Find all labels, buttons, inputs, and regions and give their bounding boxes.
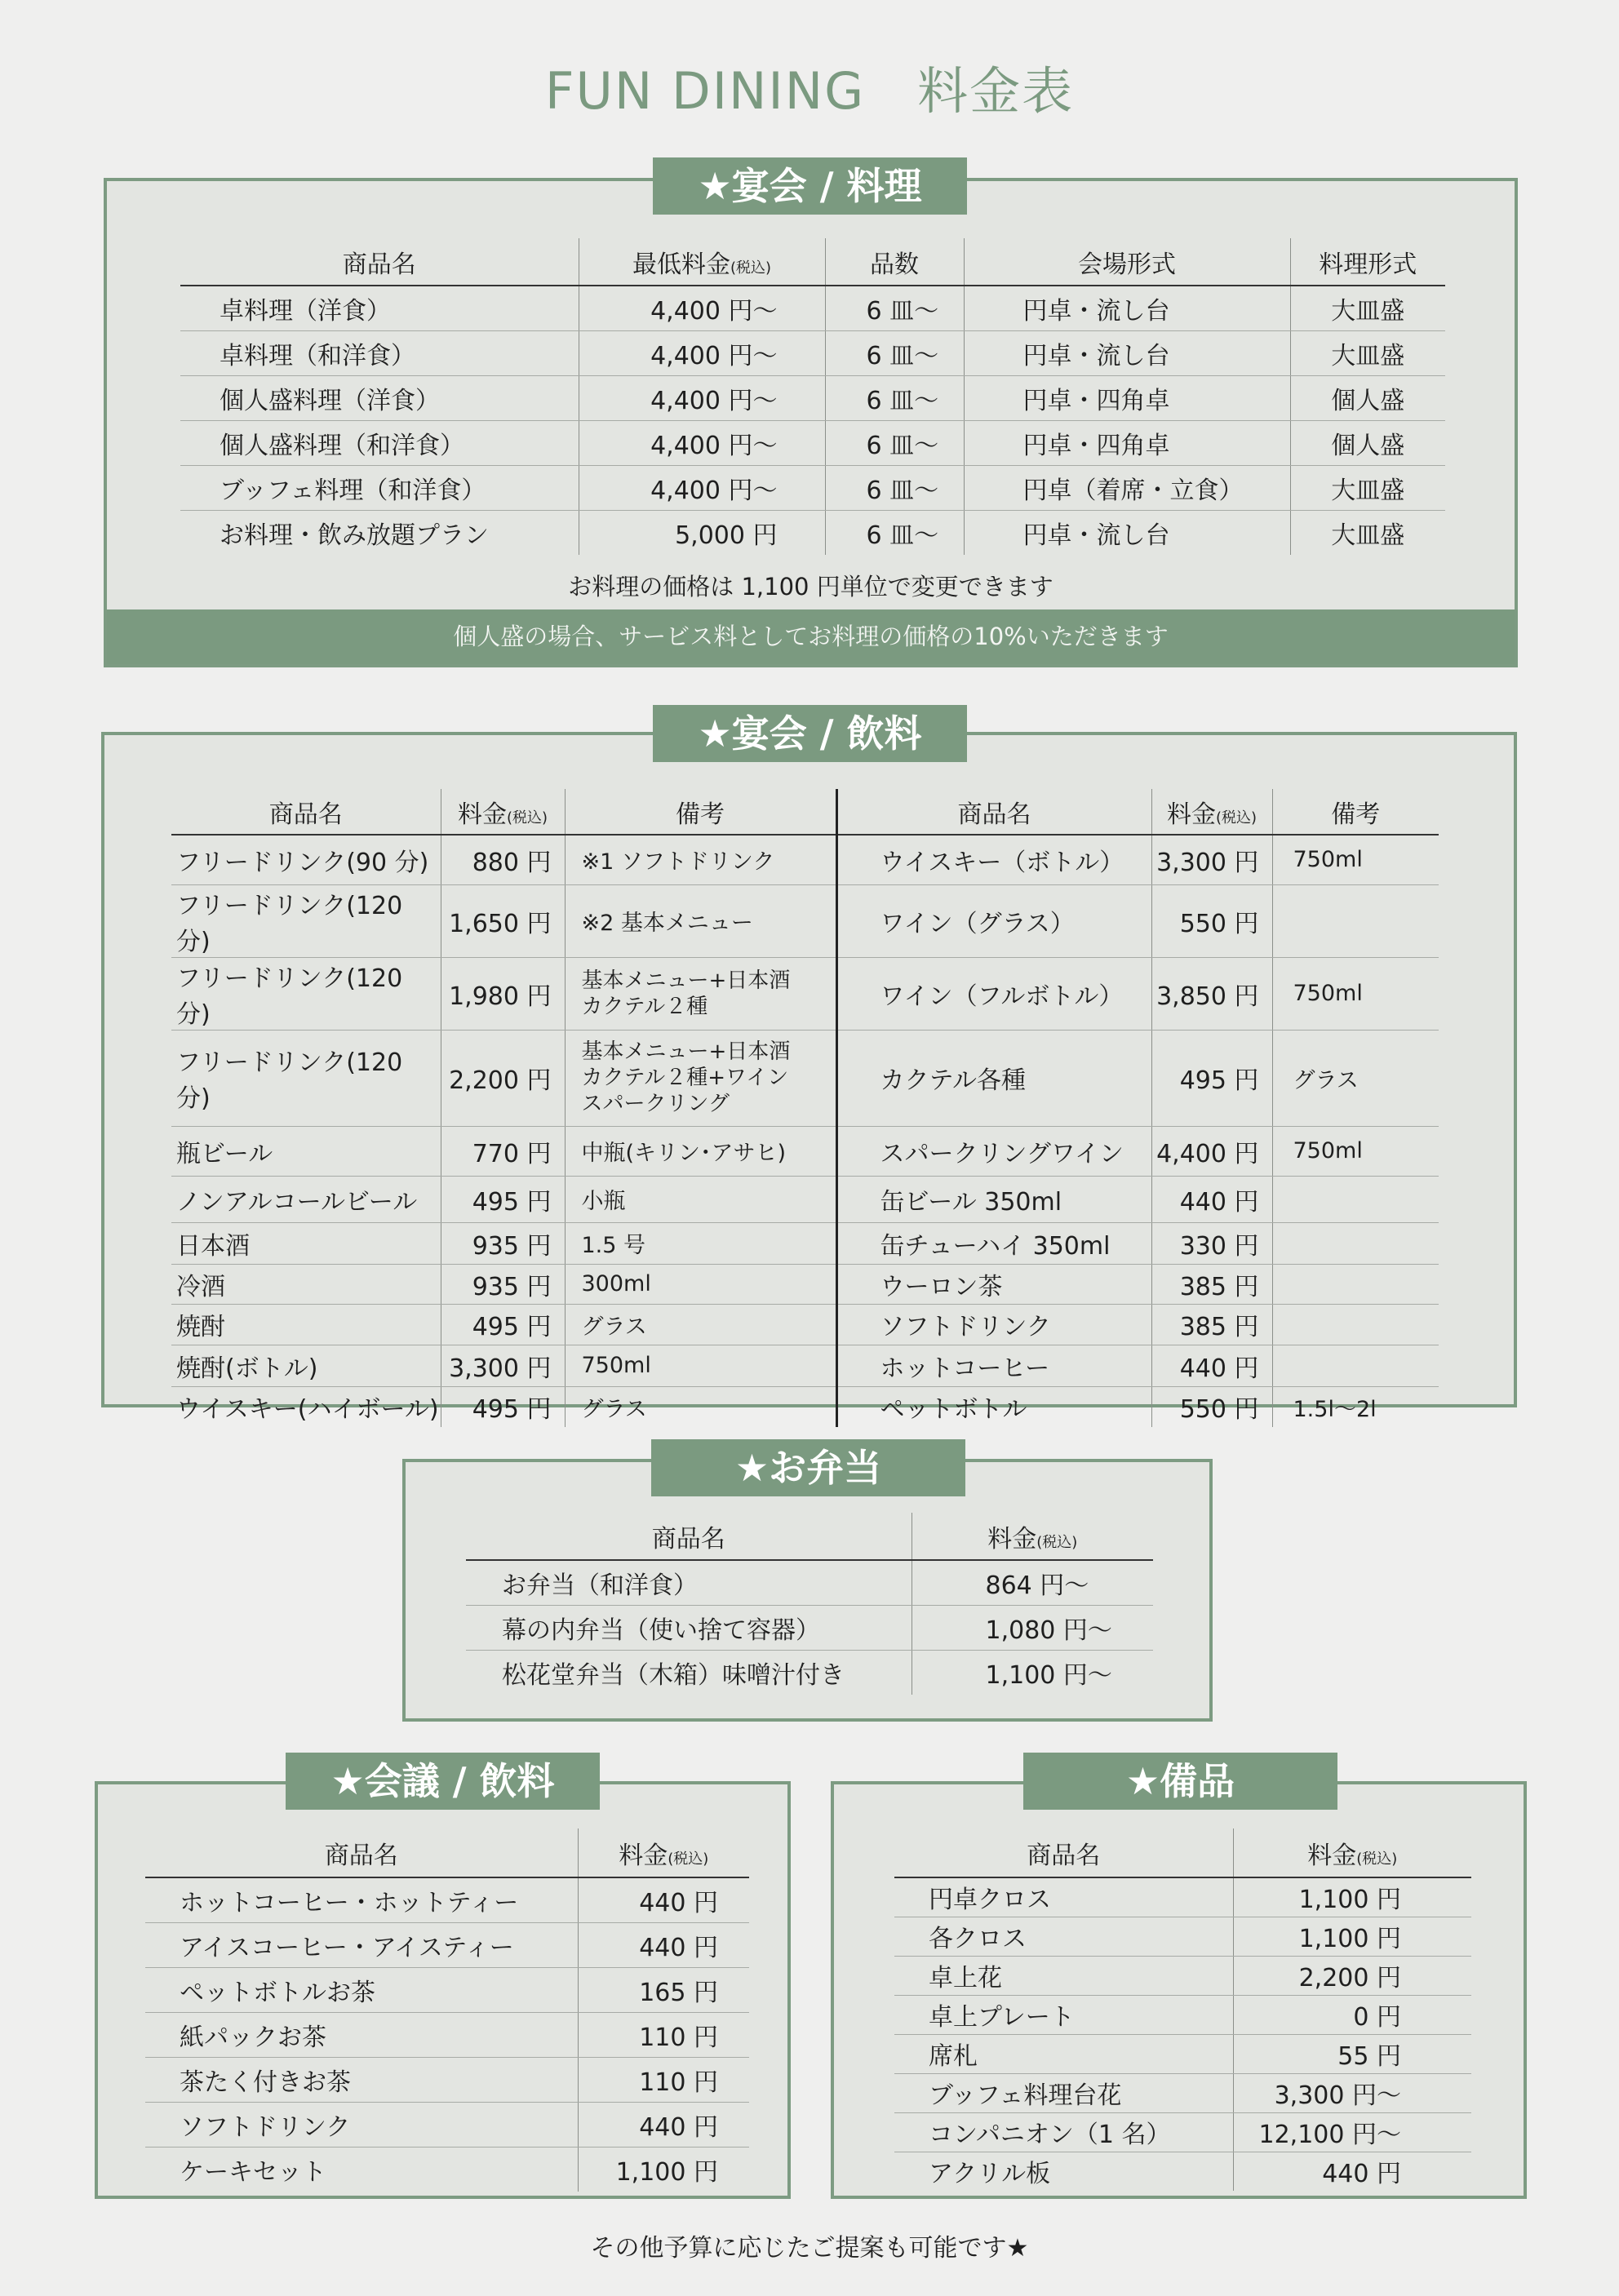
drink-name: ウイスキー（ボトル）: [836, 835, 1151, 884]
drink-price: 385 円: [1151, 1264, 1272, 1304]
header-name-right: 商品名: [836, 789, 1151, 835]
header-name: 商品名: [180, 238, 579, 286]
drink-name: 焼酎(ボトル): [171, 1345, 441, 1386]
item-price: 3,300 円～: [1233, 2073, 1471, 2112]
table-row: [171, 1176, 1439, 1222]
item-price: 110 円: [578, 2057, 749, 2102]
table-row: [145, 1877, 749, 1922]
item-name: 卓料理（洋食）: [180, 286, 579, 330]
item-venue: 円卓（着席・立食）: [964, 465, 1290, 510]
banquet-drinks-section: [101, 732, 1517, 1425]
drink-price: 440 円: [1151, 1176, 1272, 1222]
drink-name: 日本酒: [171, 1222, 441, 1264]
drink-price: 495 円: [441, 1386, 565, 1427]
equipment-section: [831, 1781, 1527, 2199]
drink-remark: [1272, 1222, 1439, 1264]
table-row: [171, 1264, 1439, 1304]
table-row: [171, 1345, 1439, 1386]
footer-note: その他予算に応じたご提案も可能です★: [590, 2234, 1029, 2263]
table-row: [180, 420, 1445, 465]
drink-name: ワイン（グラス）: [836, 884, 1151, 957]
drink-price: 1,980 円: [441, 957, 565, 1030]
drink-price: 550 円: [1151, 884, 1272, 957]
drink-price: 935 円: [441, 1222, 565, 1264]
service-charge-note: 個人盛の場合、サービス料としてお料理の価格の10%いただきます: [107, 609, 1515, 664]
drink-name: ウーロン茶: [836, 1264, 1151, 1304]
drink-remark: 750ml: [1272, 957, 1439, 1030]
table-row: [466, 1560, 1153, 1605]
table-row: [171, 957, 1439, 1030]
tab-equipment: ★備品: [1023, 1753, 1337, 1810]
item-name: 各クロス: [894, 1917, 1233, 1956]
header-count: 品数: [825, 238, 964, 286]
drink-name: 缶チューハイ 350ml: [836, 1222, 1151, 1264]
banquet-food-section: [104, 178, 1518, 667]
drink-name: ホットコーヒー: [836, 1345, 1151, 1386]
drink-remark: グラス: [565, 1386, 836, 1427]
item-style: 大皿盛: [1290, 330, 1445, 375]
drink-price: 495 円: [441, 1176, 565, 1222]
tab-banquet-food: ★宴会 / 料理: [653, 157, 967, 215]
drink-remark: 中瓶(キリン･アサヒ): [565, 1126, 836, 1176]
item-price: 1,100 円: [1233, 1917, 1471, 1956]
item-name: ソフトドリンク: [145, 2102, 578, 2147]
tab-bento: ★お弁当: [651, 1439, 965, 1496]
item-name: 個人盛料理（和洋食）: [180, 420, 579, 465]
bento-header-name: 商品名: [466, 1513, 912, 1560]
table-row: [894, 1877, 1471, 1917]
table-row: [894, 1917, 1471, 1956]
item-price: 4,400 円～: [579, 330, 825, 375]
drink-remark: 750ml: [565, 1345, 836, 1386]
table-row: [180, 375, 1445, 420]
drink-name: ワイン（フルボトル）: [836, 957, 1151, 1030]
table-row: [894, 1995, 1471, 2034]
item-name: ブッフェ料理台花: [894, 2073, 1233, 2112]
drink-price: 880 円: [441, 835, 565, 884]
item-count: 6 皿～: [825, 420, 964, 465]
table-row: [171, 1304, 1439, 1345]
item-name: ペットボトルお茶: [145, 1967, 578, 2012]
drink-remark: ※1 ソフトドリンク: [565, 835, 836, 884]
table-row: [180, 465, 1445, 510]
drink-price: 2,200 円: [441, 1030, 565, 1126]
item-price: 4,400 円～: [579, 465, 825, 510]
item-name: 卓上花: [894, 1956, 1233, 1995]
item-count: 6 皿～: [825, 510, 964, 555]
item-venue: 円卓・流し台: [964, 510, 1290, 555]
table-row: [894, 2152, 1471, 2191]
table-row: [171, 884, 1439, 957]
bento-section: [402, 1459, 1213, 1722]
table-row: [894, 2073, 1471, 2112]
drink-remark: 小瓶: [565, 1176, 836, 1222]
header-remark-right: 備考: [1272, 789, 1439, 835]
item-price: 1,080 円～: [912, 1605, 1153, 1650]
table-row: [180, 330, 1445, 375]
table-row: [466, 1605, 1153, 1650]
meeting-drinks-table: [145, 1828, 749, 2192]
table-row: [145, 2102, 749, 2147]
drink-remark: 750ml: [1272, 1126, 1439, 1176]
drink-name: ノンアルコールビール: [171, 1176, 441, 1222]
drink-price: 495 円: [1151, 1030, 1272, 1126]
item-venue: 円卓・四角卓: [964, 375, 1290, 420]
drink-price: 385 円: [1151, 1304, 1272, 1345]
item-price: 12,100 円～: [1233, 2112, 1471, 2152]
table-row: [171, 1126, 1439, 1176]
equipment-header-price: 料金(税込): [1233, 1828, 1471, 1877]
drink-price: 3,300 円: [1151, 835, 1272, 884]
drink-name: フリードリンク(120 分): [171, 1030, 441, 1126]
item-style: 大皿盛: [1290, 465, 1445, 510]
drink-name: カクテル各種: [836, 1030, 1151, 1126]
item-name: 個人盛料理（洋食）: [180, 375, 579, 420]
equipment-header-name: 商品名: [894, 1828, 1233, 1877]
drink-name: ペットボトル: [836, 1386, 1151, 1427]
table-row: [180, 510, 1445, 555]
item-price: 1,100 円～: [912, 1650, 1153, 1695]
table-row: [894, 1956, 1471, 1995]
banquet-food-table: [180, 238, 1445, 555]
drink-price: 1,650 円: [441, 884, 565, 957]
banquet-drinks-table: [171, 789, 1439, 1427]
meeting-header-name: 商品名: [145, 1828, 578, 1877]
drink-remark: グラス: [565, 1304, 836, 1345]
item-name: 幕の内弁当（使い捨て容器）: [466, 1605, 912, 1650]
bento-header-price: 料金(税込): [912, 1513, 1153, 1560]
bento-table: [466, 1513, 1153, 1695]
item-count: 6 皿～: [825, 465, 964, 510]
tab-meeting-drinks: ★会議 / 飲料: [286, 1753, 600, 1810]
drink-name: フリードリンク(120 分): [171, 884, 441, 957]
table-row: [145, 2012, 749, 2057]
table-row: [171, 1222, 1439, 1264]
header-remark-left: 備考: [565, 789, 836, 835]
item-name: アイスコーヒー・アイスティー: [145, 1922, 578, 1967]
drink-price: 330 円: [1151, 1222, 1272, 1264]
table-row: [145, 2057, 749, 2102]
item-price: 1,100 円: [1233, 1877, 1471, 1917]
drink-remark: 基本メニュー+日本酒 カクテル２種+ワイン スパークリング: [565, 1030, 836, 1126]
item-name: お弁当（和洋食）: [466, 1560, 912, 1605]
table-row: [171, 835, 1439, 884]
item-price: 4,400 円～: [579, 420, 825, 465]
item-style: 個人盛: [1290, 375, 1445, 420]
item-name: ホットコーヒー・ホットティー: [145, 1877, 578, 1922]
item-name: 卓上プレート: [894, 1995, 1233, 2034]
item-style: 大皿盛: [1290, 286, 1445, 330]
item-name: アクリル板: [929, 2160, 1051, 2189]
drink-remark: [1272, 884, 1439, 957]
drink-price: 935 円: [441, 1264, 565, 1304]
item-name: 円卓クロス: [894, 1877, 1233, 1917]
item-price: 1,100 円: [578, 2147, 749, 2192]
drink-remark: 1.5 号: [565, 1222, 836, 1264]
drink-remark: [1272, 1345, 1439, 1386]
drink-price: 3,850 円: [1151, 957, 1272, 1030]
table-row: [466, 1650, 1153, 1695]
item-price: 5,000 円: [579, 510, 825, 555]
drink-name: フリードリンク(90 分): [171, 835, 441, 884]
item-price: 4,400 円～: [579, 375, 825, 420]
meeting-header-price: 料金(税込): [578, 1828, 749, 1877]
drink-price: 770 円: [441, 1126, 565, 1176]
item-price: 440 円: [578, 1922, 749, 1967]
table-row: [894, 2112, 1471, 2152]
drink-name: ウイスキー(ハイボール): [176, 1395, 439, 1425]
item-name: 卓料理（和洋食）: [180, 330, 579, 375]
drink-name: スパークリングワイン: [836, 1126, 1151, 1176]
item-name: 松花堂弁当（木箱）味噌汁付き: [502, 1660, 845, 1690]
table-row: [145, 2147, 749, 2192]
table-row: [894, 2034, 1471, 2073]
item-name: ブッフェ料理（和洋食）: [180, 465, 579, 510]
table-row: [145, 1967, 749, 2012]
item-price: 864 円～: [912, 1560, 1153, 1605]
item-name: 茶たく付きお茶: [145, 2057, 578, 2102]
table-row: [145, 1922, 749, 1967]
drink-remark: グラス: [1272, 1030, 1439, 1126]
item-venue: 円卓・四角卓: [964, 420, 1290, 465]
drink-name: 缶ビール 350ml: [836, 1176, 1151, 1222]
item-price: 4,400 円～: [579, 286, 825, 330]
header-name-left: 商品名: [171, 789, 441, 835]
drink-name: 冷酒: [171, 1264, 441, 1304]
header-price-left: 料金(税込): [441, 789, 565, 835]
item-name: 席札: [894, 2034, 1233, 2073]
drink-price: 495 円: [441, 1304, 565, 1345]
header-style: 料理形式: [1290, 238, 1445, 286]
header-min-price: 最低料金(税込): [579, 238, 825, 286]
item-venue: 円卓・流し台: [964, 286, 1290, 330]
drink-price: 3,300 円: [441, 1345, 565, 1386]
item-style: 大皿盛: [1290, 510, 1445, 555]
equipment-table: [894, 1828, 1471, 2191]
drink-price: 550 円: [1151, 1386, 1272, 1427]
item-price: 440 円: [1233, 2152, 1471, 2191]
header-price-right: 料金(税込): [1151, 789, 1272, 835]
item-price: 55 円: [1233, 2034, 1471, 2073]
item-name: 紙パックお茶: [145, 2012, 578, 2057]
item-price: 2,200 円: [1233, 1956, 1471, 1995]
drink-name: ソフトドリンク: [836, 1304, 1151, 1345]
header-venue: 会場形式: [964, 238, 1290, 286]
item-name: お料理・飲み放題プラン: [220, 521, 489, 550]
drink-name: フリードリンク(120 分): [171, 957, 441, 1030]
item-count: 6 皿～: [825, 330, 964, 375]
drink-remark: [1272, 1304, 1439, 1345]
item-price: 0 円: [1233, 1995, 1471, 2034]
drink-price: 4,400 円: [1151, 1126, 1272, 1176]
item-price: 110 円: [578, 2012, 749, 2057]
drink-remark: 1.5l～2l: [1272, 1386, 1439, 1427]
drink-remark: ※2 基本メニュー: [565, 884, 836, 957]
table-row: [171, 1030, 1439, 1126]
drink-remark: 750ml: [1272, 835, 1439, 884]
item-name: ケーキセット: [180, 2157, 326, 2187]
table-row: [171, 1386, 1439, 1427]
item-count: 6 皿～: [825, 286, 964, 330]
drink-remark: [1272, 1176, 1439, 1222]
item-price: 165 円: [578, 1967, 749, 2012]
price-change-note: お料理の価格は 1,100 円単位で変更できます: [568, 573, 1053, 601]
item-name: コンパニオン（1 名）: [894, 2112, 1233, 2152]
item-venue: 円卓・流し台: [964, 330, 1290, 375]
table-row: [180, 286, 1445, 330]
drink-price: 440 円: [1151, 1345, 1272, 1386]
drink-remark: [1272, 1264, 1439, 1304]
item-style: 個人盛: [1290, 420, 1445, 465]
item-count: 6 皿～: [825, 375, 964, 420]
drink-remark: 300ml: [565, 1264, 836, 1304]
item-price: 440 円: [578, 1877, 749, 1922]
meeting-drinks-section: [95, 1781, 791, 2199]
drink-remark: 基本メニュー+日本酒 カクテル２種: [565, 957, 836, 1030]
drink-name: 瓶ビール: [171, 1126, 441, 1176]
page-title: FUN DINING 料金表: [544, 61, 1075, 121]
drink-name: 焼酎: [171, 1304, 441, 1345]
tab-banquet-drinks: ★宴会 / 飲料: [653, 705, 967, 762]
item-price: 440 円: [578, 2102, 749, 2147]
